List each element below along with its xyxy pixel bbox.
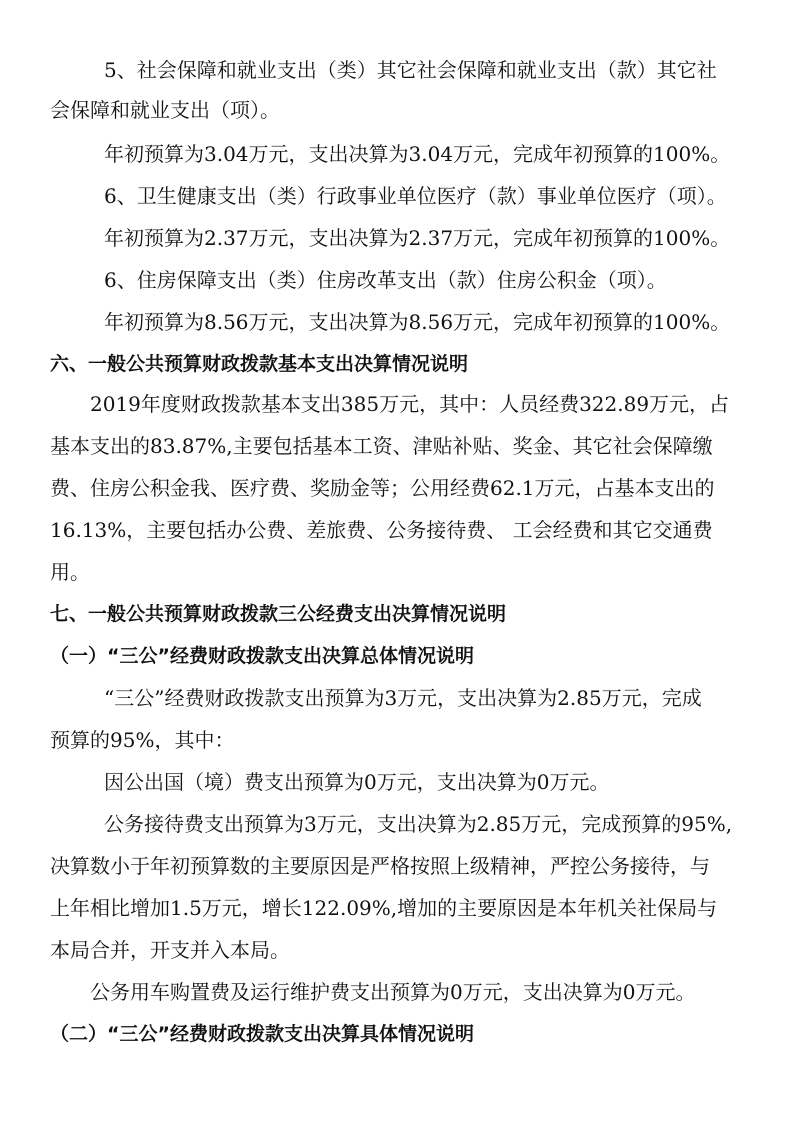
section7-sub1-line1: “三公”经费财政拨款支出预算为3万元，支出决算为2.85万元，完成 <box>104 686 702 710</box>
section7-sub1-line8: 公务用车购置费及运行维护费支出预算为0万元，支出决算为0万元。 <box>90 980 696 1004</box>
item6a-title-line: 6、卫生健康支出（类）行政事业单位医疗（款）事业单位医疗（项）。 <box>104 184 727 208</box>
section7-sub1-line5: 决算数小于年初预算数的主要原因是严格按照上级精神，严控公务接待，与 <box>50 854 710 878</box>
section7-sub1-line2: 预算的95%，其中： <box>50 728 235 752</box>
section6-para-line4: 16.13%，主要包括办公费、差旅费、公务接待费、 工会经费和其它交通费 <box>50 518 713 542</box>
section7-sub1-line6: 上年相比增加1.5万元，增长122.09%,增加的主要原因是本年机关社保局与 <box>50 896 718 920</box>
section7-sub1-line3: 因公出国（境）费支出预算为0万元，支出决算为0万元。 <box>104 770 610 794</box>
item5-budget-line: 年初预算为3.04万元，支出决算为3.04万元，完成年初预算的100%。 <box>104 142 731 166</box>
section6-para-line3: 费、住房公积金我、医疗费、奖励金等；公用经费62.1万元，占基本支出的 <box>50 476 715 500</box>
section7-sub1-line4: 公务接待费支出预算为3万元，支出决算为2.85万元，完成预算的95%, <box>104 812 733 836</box>
section7-sub1-heading: （一）“三公”经费财政拨款支出决算总体情况说明 <box>50 645 474 667</box>
section6-para-line2: 基本支出的83.87%,主要包括基本工资、津贴补贴、奖金、其它社会保障缴 <box>50 434 713 458</box>
item5-title-line2: 会保障和就业支出（项）。 <box>50 98 280 122</box>
section6-para-line1: 2019年度财政拨款基本支出385万元，其中：人员经费322.89万元，占 <box>90 392 730 416</box>
section6-para-line5: 用。 <box>50 560 90 584</box>
item6b-title-line: 6、住房保障支出（类）住房改革支出（款）住房公积金（项）。 <box>104 268 667 292</box>
section7-sub1-line7: 本局合并，开支并入本局。 <box>50 938 290 962</box>
section6-heading: 六、一般公共预算财政拨款基本支出决算情况说明 <box>50 353 469 375</box>
item6a-budget-line: 年初预算为2.37万元，支出决算为2.37万元，完成年初预算的100%。 <box>104 226 731 250</box>
section7-heading: 七、一般公共预算财政拨款三公经费支出决算情况说明 <box>50 603 507 625</box>
item5-title-line1: 5、社会保障和就业支出（类）其它社会保障和就业支出（款）其它社 <box>104 58 717 82</box>
item6b-budget-line: 年初预算为8.56万元，支出决算为8.56万元，完成年初预算的100%。 <box>104 310 731 334</box>
section7-sub2-heading: （二）“三公”经费财政拨款支出决算具体情况说明 <box>50 1023 474 1045</box>
